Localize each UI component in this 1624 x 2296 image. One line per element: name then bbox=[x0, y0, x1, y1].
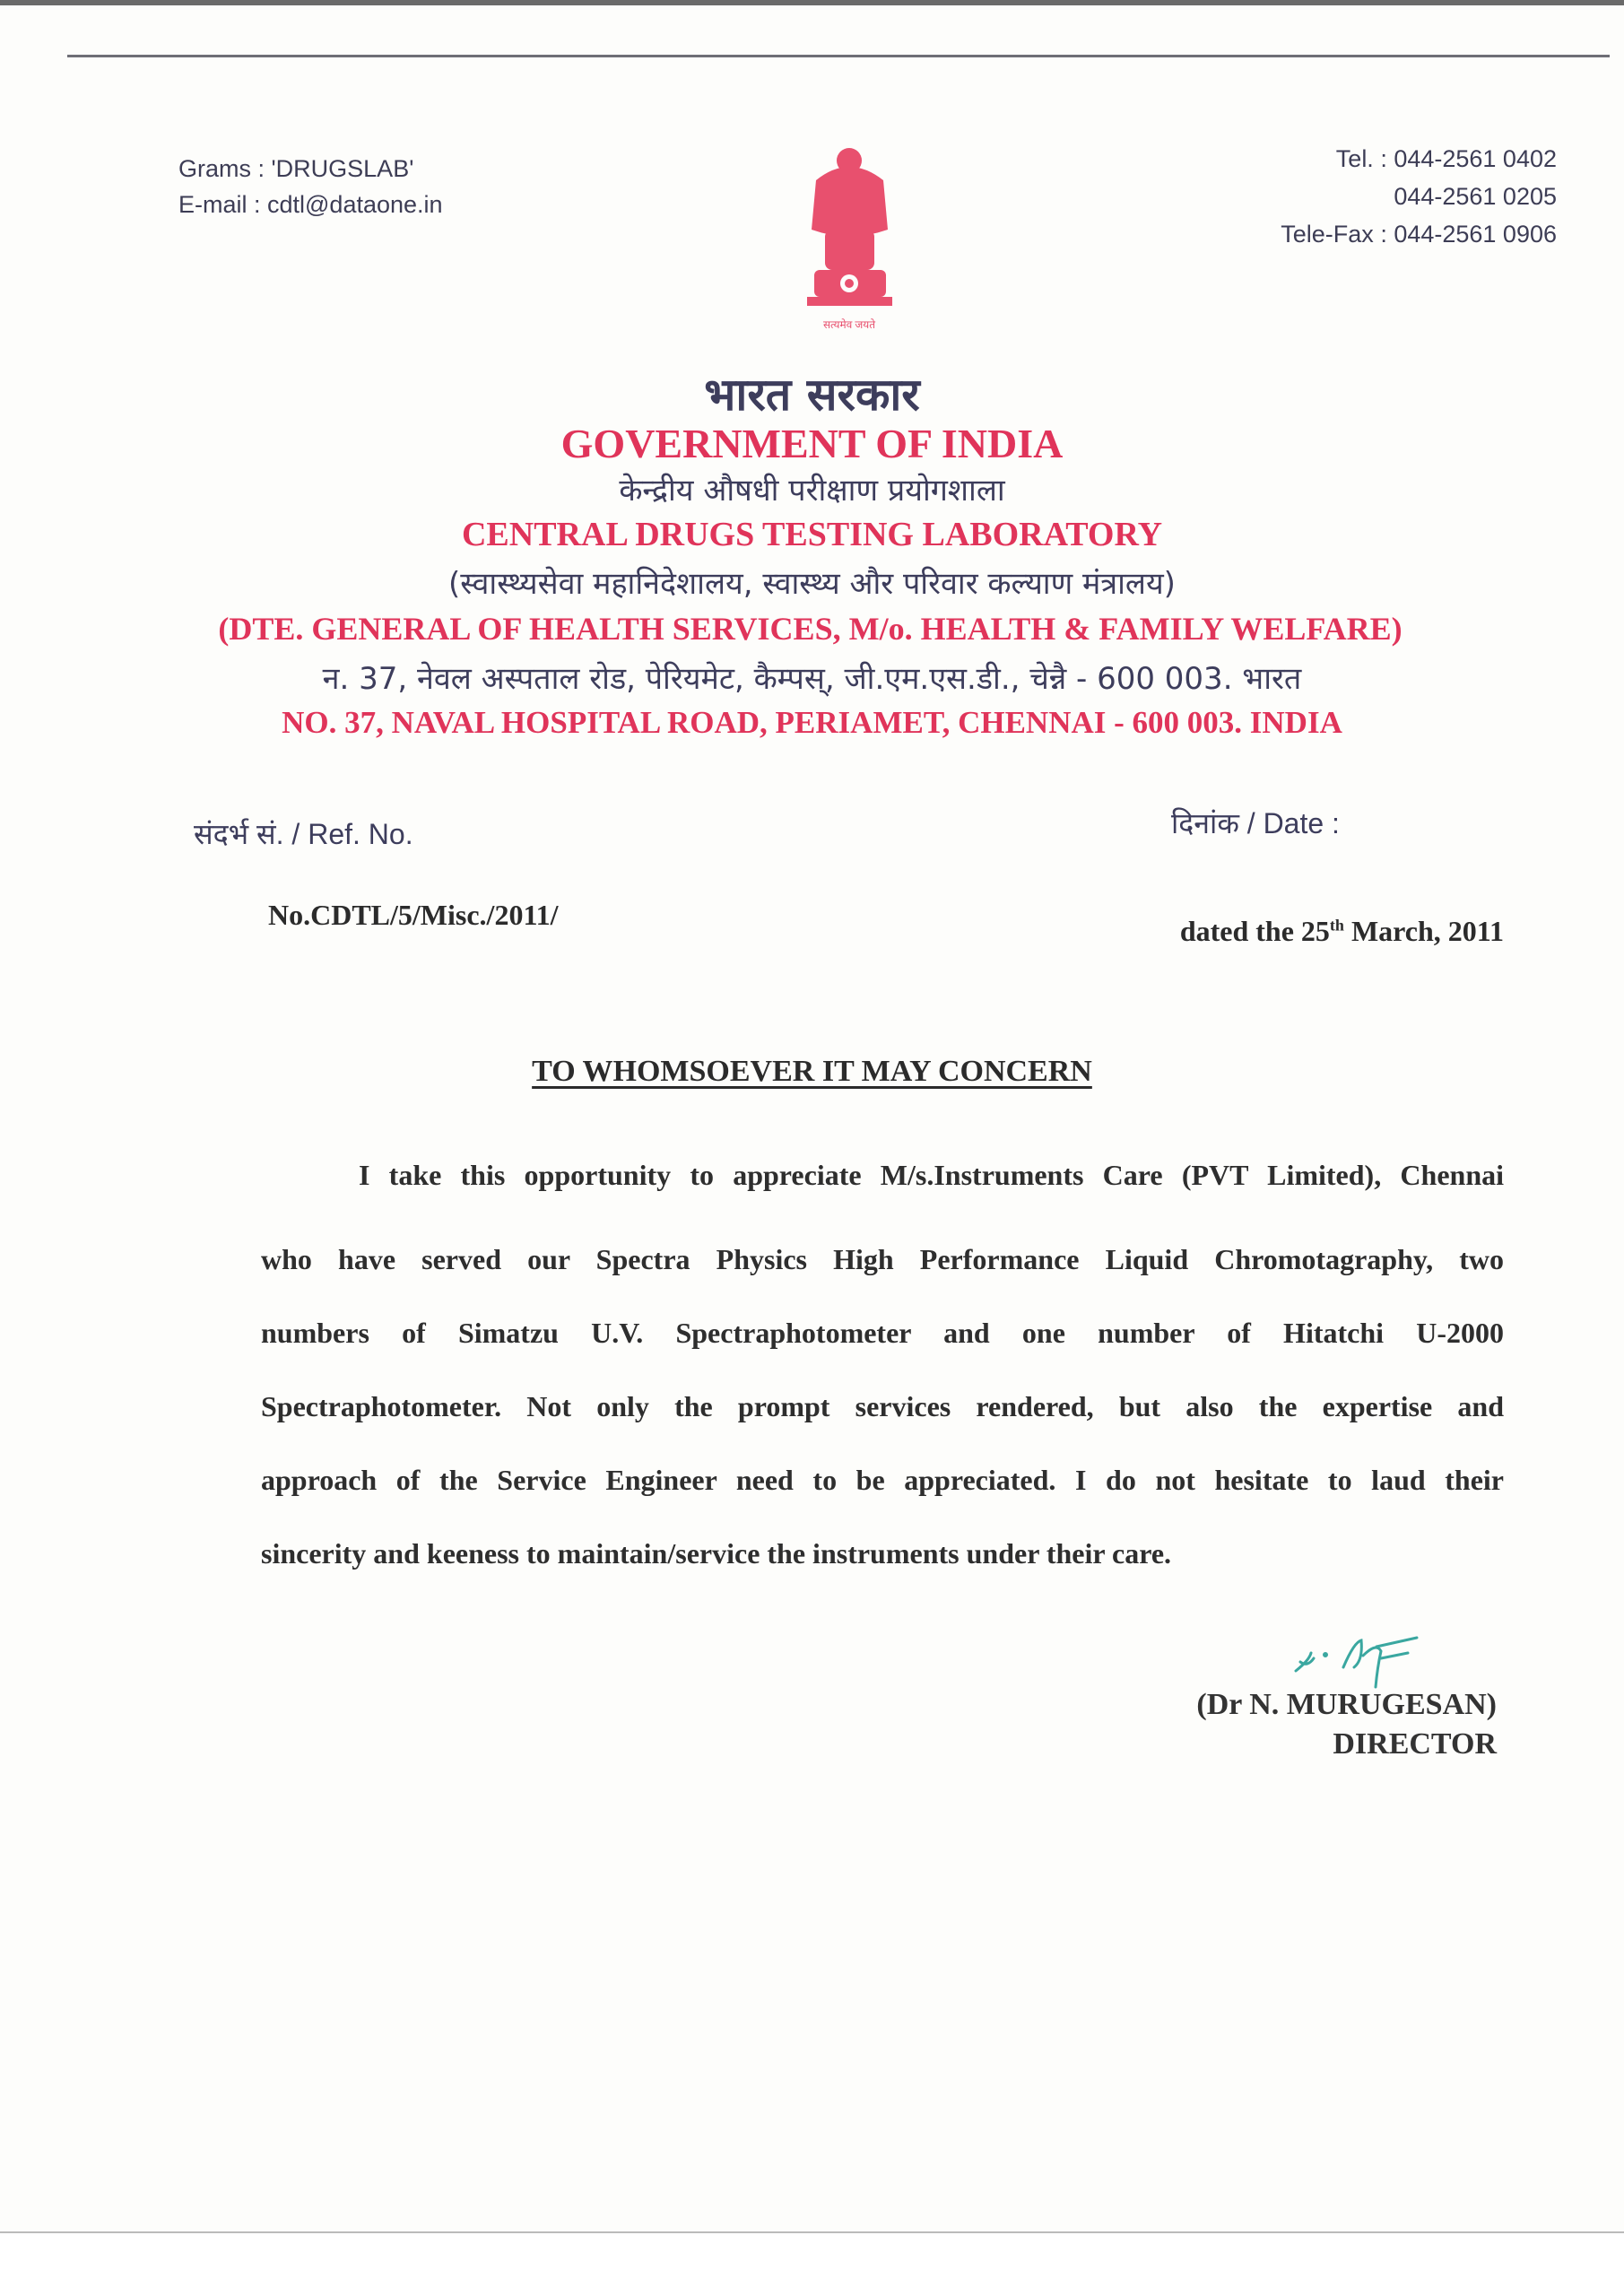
body-line: sincerity and keeness to maintain/service the instruments under their care. bbox=[261, 1537, 1172, 1570]
emblem-motto: सत्यमेव जयते bbox=[822, 318, 876, 331]
email: E-mail : cdtl@dataone.in bbox=[178, 191, 443, 218]
body-line: Spectraphotometer. Not only the prompt services rendered, but also the expertise and bbox=[261, 1390, 1504, 1422]
telephone-1: Tel. : 044-2561 0402 bbox=[1335, 145, 1557, 172]
signatory-name: (Dr N. MURUGESAN) bbox=[1196, 1688, 1497, 1721]
gov-hindi: भारत सरकार bbox=[704, 369, 920, 421]
body-line: numbers of Simatzu U.V. Spectraphotometer and one number of Hitatchi U-2000 bbox=[261, 1317, 1504, 1349]
date-month-year: March, 2011 bbox=[1343, 915, 1504, 947]
dept-hindi: (स्वास्थ्यसेवा महानिदेशालय, स्वास्थ्य और परिवार कल्याण मंत्रालय) bbox=[448, 566, 1176, 602]
gov-english: GOVERNMENT OF INDIA bbox=[560, 421, 1064, 466]
telefax: Tele-Fax : 044-2561 0906 bbox=[1281, 221, 1557, 248]
letter-date bbox=[1180, 915, 1504, 948]
letter-heading bbox=[0, 1055, 1624, 1089]
header-rule bbox=[67, 55, 1610, 57]
reference-number: No.CDTL/5/Misc./2011/ bbox=[268, 899, 559, 931]
grams: Grams : 'DRUGSLAB' bbox=[178, 155, 414, 182]
contact-left bbox=[178, 151, 443, 222]
body-line: approach of the Service Engineer need to be appreciated. I do not hesitate to laud their bbox=[261, 1464, 1504, 1496]
national-emblem-icon bbox=[789, 144, 910, 337]
signatory-title: DIRECTOR bbox=[1333, 1727, 1497, 1761]
heading-text: TO WHOMSOEVER IT MAY CONCERN bbox=[532, 1055, 1092, 1088]
contact-right bbox=[1281, 140, 1557, 253]
body-line: who have served our Spectra Physics High Performance Liquid Chromotagraphy, two bbox=[261, 1243, 1504, 1275]
date-suffix: th bbox=[1329, 916, 1344, 935]
date-day: dated the 25 bbox=[1179, 915, 1330, 947]
lab-english: CENTRAL DRUGS TESTING LABORATORY bbox=[461, 516, 1163, 553]
body-line: I take this opportunity to appreciate M/s.Instruments Care (PVT Limited), Chennai bbox=[359, 1159, 1504, 1191]
dept-english: (DTE. GENERAL OF HEALTH SERVICES, M/o. HEALTH & FAMILY WELFARE) bbox=[218, 611, 1403, 647]
address-hindi: न. 37, नेवल अस्पताल रोड, पेरियमेट, कैम्पस्, जी.एम.एस.डी., चेन्नै - 600 003. भारत bbox=[322, 661, 1302, 697]
date-label: दिनांक / Date : bbox=[1171, 807, 1340, 839]
address-english: NO. 37, NAVAL HOSPITAL ROAD, PERIAMET, CHENNAI - 600 003. INDIA bbox=[282, 705, 1342, 740]
ref-label: संदर्भ सं. / Ref. No. bbox=[194, 818, 413, 850]
telephone-2: 044-2561 0205 bbox=[1394, 183, 1557, 210]
lab-hindi: केन्द्रीय औषधी परीक्षाण प्रयोगशाला bbox=[619, 473, 1005, 509]
